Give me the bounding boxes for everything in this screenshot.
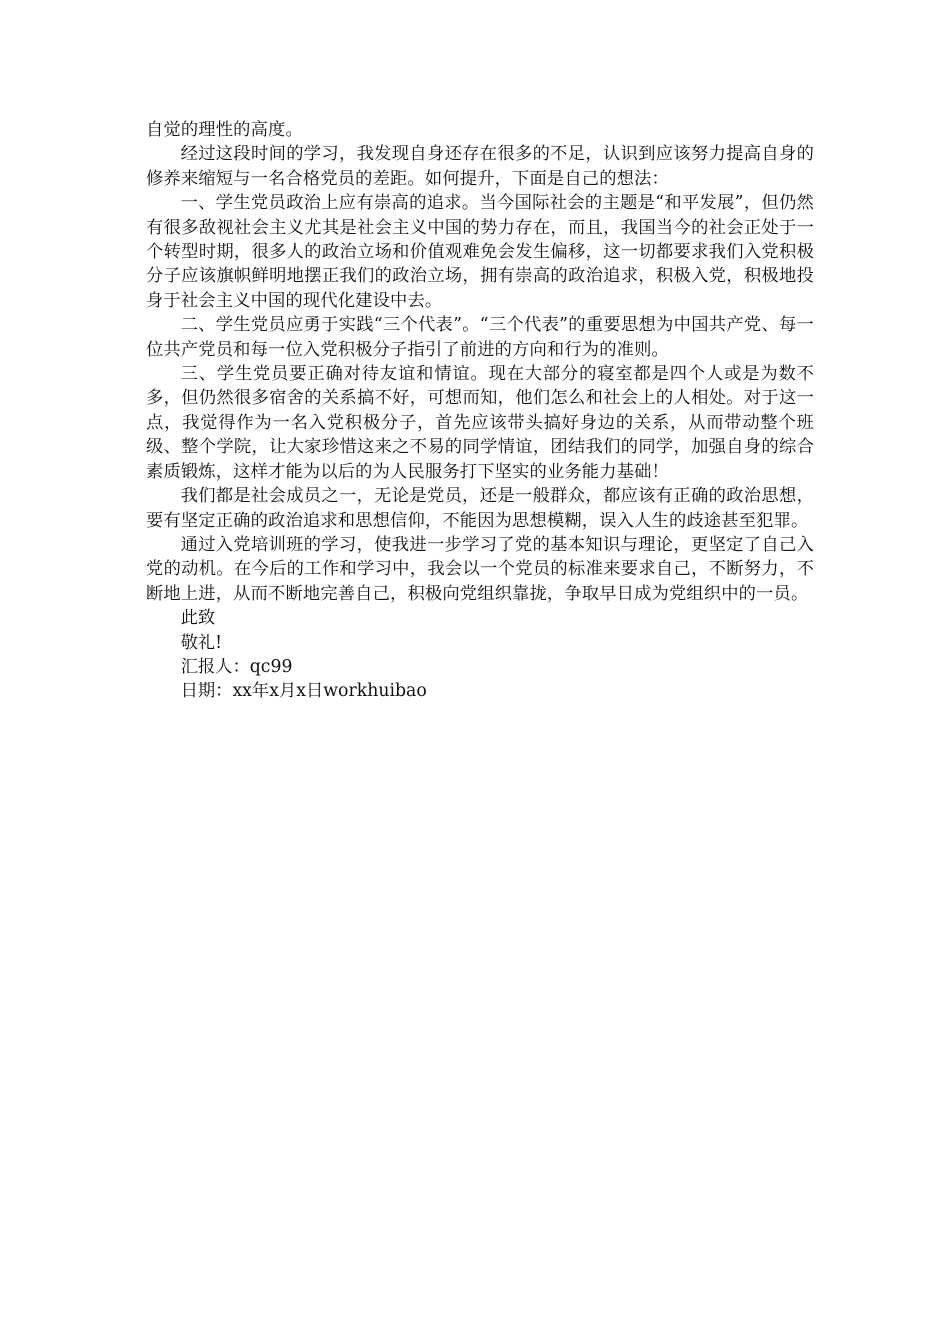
date-line: 日期：xx年x月x日workhuibao <box>180 681 427 702</box>
document-body <box>146 118 814 704</box>
paragraph-conclusion: 通过入党培训班的学习，使我进一步学习了党的基本知识与理论，更坚定了自己入党的动机。在今后的工作和学习中，我会以一个党员的标准来要求自己，不断努力，不断地上进，从而不断地完善自己，积极向党组织靠拢，争取早日成为党组织中的一员。 <box>146 534 814 604</box>
paragraph-point-two: 二、学生党员应勇于实践“三个代表”。“三个代表”的重要思想为中国共产党、每一位共产党员和每一位入党积极分子指引了前进的方向和行为的准则。 <box>146 315 814 360</box>
paragraph-reflection: 经过这段时间的学习，我发现自身还存在很多的不足，认识到应该努力提高自身的修养来缩短与一名合格党员的差距。如何提升，下面是自己的想法： <box>146 144 814 189</box>
salutation-line: 敬礼! <box>180 632 223 653</box>
paragraph-continuation: 自觉的理性的高度。 <box>146 120 303 140</box>
closing-line: 此致 <box>180 608 216 629</box>
reporter-line: 汇报人：qc99 <box>180 656 293 677</box>
paragraph-society: 我们都是社会成员之一，无论是党员，还是一般群众，都应该有正确的政治思想，要有坚定正确的政治追求和思想信仰，不能因为思想模糊，误入人生的歧途甚至犯罪。 <box>146 486 814 531</box>
paragraph-point-three: 三、学生党员要正确对待友谊和情谊。现在大部分的寝室都是四个人或是为数不多，但仍然很多宿舍的关系搞不好，可想而知，他们怎么和社会上的人相处。对于这一点，我觉得作为一名入党积极分子，首先应该带头搞好身边的关系，从而带动整个班级、整个学院，让大家珍惜这来之不易的同学情谊，团结我们的同学，加强自身的综合素质锻炼，这样才能为以后的为人民服务打下坚实的业务能力基础！ <box>146 364 814 482</box>
paragraph-point-one: 一、学生党员政治上应有崇高的追求。当今国际社会的主题是“和平发展”，但仍然有很多敌视社会主义尤其是社会主义中国的势力存在，而且，我国当今的社会正处于一个转型时期，很多人的政治立场和价值观难免会发生偏移，这一切都要求我们入党积极分子应该旗帜鲜明地摆正我们的政治立场，拥有崇高的政治追求，积极入党，积极地投身于社会主义中国的现代化建设中去。 <box>146 193 814 311</box>
